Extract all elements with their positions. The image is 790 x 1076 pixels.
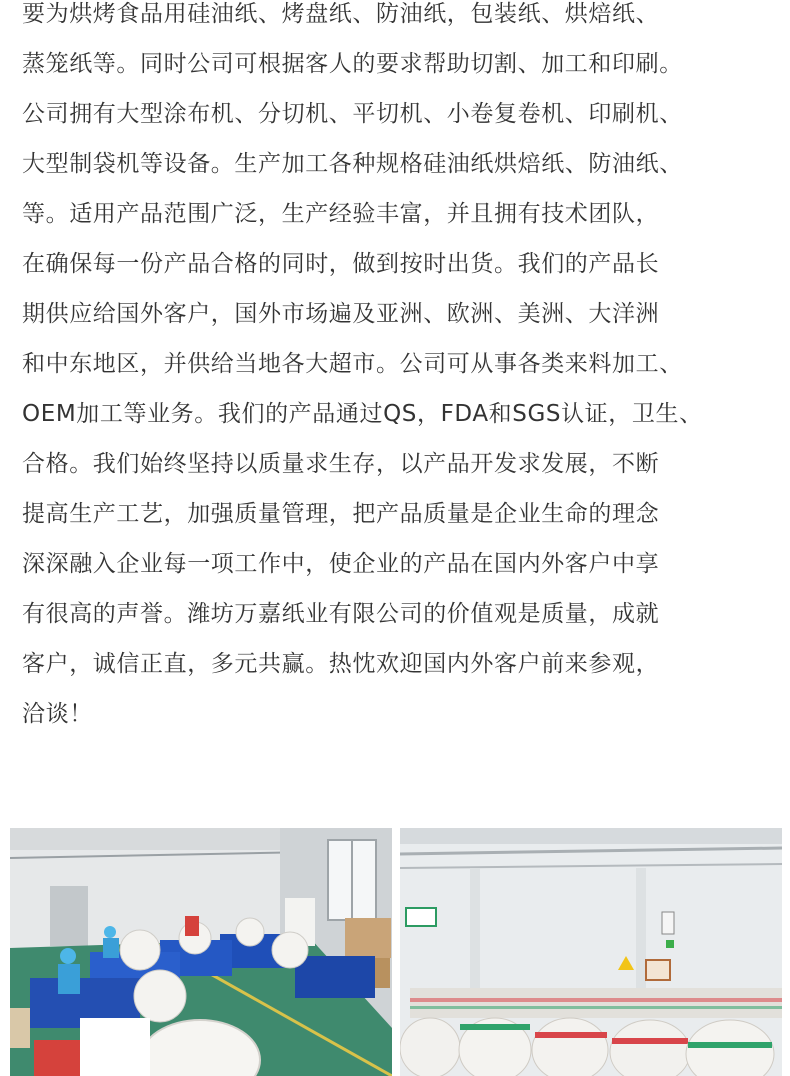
wall-sign: [406, 908, 436, 926]
roll-stripe-green: [460, 1024, 530, 1030]
roll-stripe-red: [612, 1038, 688, 1044]
worker-cap: [104, 926, 116, 938]
workshop-door: [50, 886, 88, 946]
paper-roll: [120, 930, 160, 970]
article-line: 公司拥有大型涂布机、分切机、平切机、小卷复卷机、印刷机、: [22, 101, 683, 127]
roll-row-back: [410, 988, 782, 1018]
warehouse-illustration: [400, 828, 782, 1076]
article-line: 等。适用产品范围广泛，生产经验丰富，并且拥有技术团队，: [22, 201, 660, 227]
article-line: 合格。我们始终坚持以质量求生存，以产品开发求发展，不断: [22, 451, 660, 477]
article-line: 在确保每一份产品合格的同时，做到按时出货。我们的产品长: [22, 251, 660, 277]
red-fixture: [185, 916, 199, 936]
article-line: 大型制袋机等设备。生产加工各种规格硅油纸烘焙纸、防油纸、: [22, 151, 683, 177]
article-line: 客户，诚信正直，多元共赢。热忱欢迎国内外客户前来参观，: [22, 651, 660, 677]
carton-stack: [345, 918, 391, 958]
article-line: 有很高的声誉。潍坊万嘉纸业有限公司的价值观是质量，成就: [22, 601, 660, 627]
article-line: 期供应给国外客户，国外市场遍及亚洲、欧洲、美洲、大洋洲: [22, 301, 660, 327]
workshop-photo: [10, 828, 392, 1076]
workshop-illustration: [10, 828, 392, 1076]
article-line: 提高生产工艺，加强质量管理，把产品质量是企业生命的理念: [22, 501, 660, 527]
paper-roll: [134, 970, 186, 1022]
paper-roll: [400, 1018, 460, 1076]
article-line: OEM加工等业务。我们的产品通过QS，FDA和SGS认证，卫生、: [22, 401, 703, 427]
article-line: 蒸笼纸等。同时公司可根据客人的要求帮助切割、加工和印刷。: [22, 51, 683, 77]
roll-stripe-red: [410, 998, 782, 1002]
indicator-light: [666, 940, 674, 948]
roll-stripe-red: [535, 1032, 607, 1038]
warehouse-photo: [400, 828, 782, 1076]
article-line: 洽谈！: [22, 701, 93, 727]
red-box: [34, 1040, 80, 1076]
worker: [58, 964, 80, 994]
factory-photo-row: [10, 828, 782, 1076]
roll-row: [410, 988, 782, 1018]
roll-stripe-green: [410, 1006, 782, 1009]
switch-box: [662, 912, 674, 934]
paper-roll: [272, 932, 308, 968]
wall-column: [470, 868, 480, 1008]
article-body: [22, 0, 782, 739]
paper-roll: [532, 1018, 608, 1076]
article-line: 和中东地区，并供给当地各大超市。公司可从事各类来料加工、: [22, 351, 683, 377]
warehouse-ceiling: [400, 828, 782, 844]
worker: [103, 938, 119, 958]
carton: [10, 1008, 30, 1048]
machine-blue: [295, 956, 375, 998]
paper-roll: [236, 918, 264, 946]
roll-stripe-green: [688, 1042, 772, 1048]
article-line: 要为烘烤食品用硅油纸、烤盘纸、防油纸，包装纸、烘焙纸、: [22, 1, 660, 27]
article-line: 深深融入企业每一项工作中，使企业的产品在国内外客户中享: [22, 551, 660, 577]
wall-column: [636, 868, 646, 1008]
electric-box: [646, 960, 670, 980]
worker-cap: [60, 948, 76, 964]
paper-sheet: [80, 1018, 150, 1076]
